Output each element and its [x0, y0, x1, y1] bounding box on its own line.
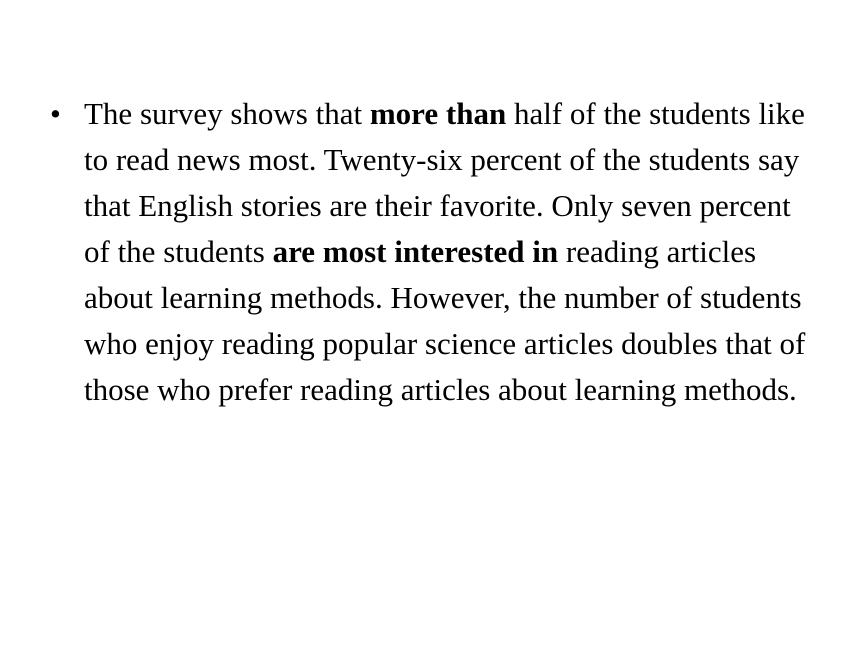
bullet-item: [50, 91, 810, 413]
bold-phrase-are-most-interested-in: are most interested in: [272, 234, 559, 269]
text-segment: reading articles about learning methods. However, the number of students who enjoy reading popular science articles doubles that of those who prefer reading articles about learning methods.: [84, 234, 806, 407]
bullet-icon: •: [50, 96, 61, 131]
bold-phrase-more-than: more than: [369, 96, 507, 131]
paragraph-text: [84, 96, 805, 407]
text-segment: half of the students like to read news most. Twenty-six percent of the students say that English stories are their favorite. Only seven percent of the students: [84, 96, 805, 269]
text-segment: The survey shows that: [84, 96, 370, 131]
bullet-list: [50, 91, 810, 413]
